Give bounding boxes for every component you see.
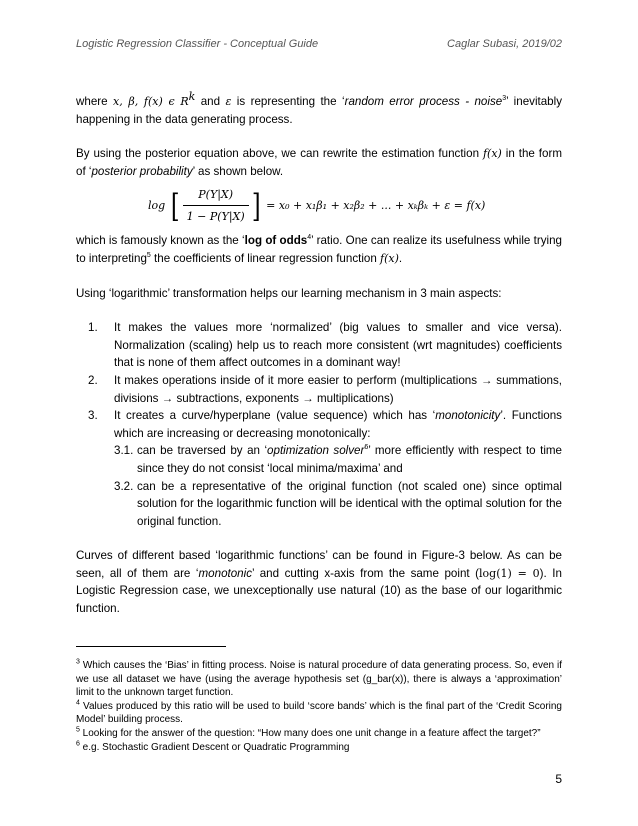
footnote: $^6$ e.g. Stochastic Gradient Descent or Quadratic Programming — [76, 740, 350, 753]
list-item: 2. It makes operations inside of it more easier to perform (multiplications → summations, divisions → subtractions, exponents → multiplications) — [88, 373, 562, 405]
footnote: $^4$ Values produced by this ratio will be used to build ‘score bands’ which is the final part of the ‘Credit Scoring Model’ building process. — [76, 699, 562, 726]
paragraph-log-curves: Curves of different based ‘logarithmic functions’ can be found in Figure-3 below. As can be seen, all of them are ‘monotonic’ and cutting x-axis from the same point (log(1) = 0). In Logistic Regression case, we unexceptionally use natural (10) as the base of our logarithmic function. — [76, 549, 562, 616]
list-item: 1. It makes the values more ‘normalized’ (big values to smaller and vice versa). Normalization (scaling) help us to reach more consistent (wrt magnitudes) coefficients that is none of them affect outcomes in a dominant way! — [88, 321, 562, 370]
paragraph-error-term: where x, β, f(x) ϵ $R^k$ and ε is representing the ‘random error process - noise$^3$’ inevitably happening in the data generating process. — [76, 90, 563, 126]
paragraph-log-odds: which is famously known as the ‘log of odds$^4$’ ratio. One can realize its usefulness while trying to interpreting$^5$ the coefficients of linear regression function f(x). — [76, 234, 563, 265]
paragraph-posterior: By using the posterior equation above, we can rewrite the estimation function f(x) in the form of ‘posterior probability’ as shown below. — [76, 147, 562, 178]
log-odds-equation: log [ $\frac{P(Y|X)}{1 - P(Y|X)}$ ] = x₀ + x₁β₁ + x₂β₂ + ... + xₖβₖ + ε = f(x) — [148, 186, 486, 225]
paragraph-aspects-intro: Using ‘logarithmic’ transformation helps our learning mechanism in 3 main aspects: — [76, 286, 502, 300]
document-body — [76, 90, 563, 618]
aspects-list — [76, 319, 562, 530]
footnotes — [76, 659, 562, 754]
footnote-divider — [76, 646, 226, 647]
footnote: $^5$ Looking for the answer of the question: “How many does one unit change in a feature affect the target?” — [76, 726, 541, 739]
footnote: $^3$ Which causes the ‘Bias’ in fitting process. Noise is natural procedure of data generating process. So, even if we use all dataset we have (using the average hypothesis set (g_bar(x)), there is always a ‘approximation’ limit to the unknown target function. — [76, 658, 562, 699]
header-title: Logistic Regression Classifier - Conceptual Guide — [76, 38, 319, 50]
header-author-date: Caglar Subasi, 2019/02 — [447, 38, 562, 50]
list-item: 3. It creates a curve/hyperplane (value sequence) which has ‘monotonicity’. Functions which are increasing or decreasing monotonically: 3.1. can be traversed by an ‘optimization solver$^6$’ more efficiently with respect to time since they do not consist ‘local minima/maxima’ and 3.2. can be a representative of the original function (not scaled one) since optimal solution for the logarithmic function will be identical with the optimal solution for the original function. — [76, 407, 562, 530]
sub-list-item: 3.2. can be a representative of the original function (not scaled one) since optimal solution for the logarithmic function will be identical with the optimal solution for the original function. — [114, 479, 562, 528]
page-number: 5 — [555, 772, 562, 786]
sub-list-item: 3.1. can be traversed by an ‘optimization solver$^6$’ more efficiently with respect to time since they do not consist ‘local minima/maxima’ and — [114, 444, 563, 475]
